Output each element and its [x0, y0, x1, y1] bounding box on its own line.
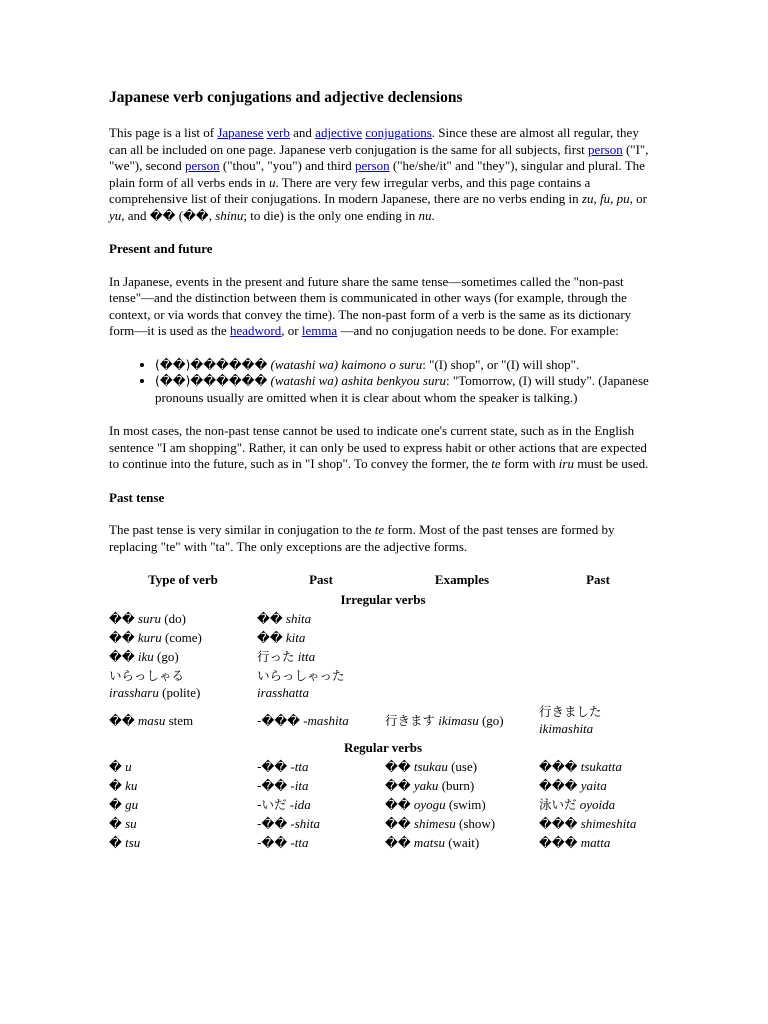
link-person-third[interactable]: person [354, 158, 390, 173]
text: In Japanese, events in the present and future share the same tense—sometimes called the "non-past tense"—and the distinction between them is communicated in other ways (for example, through the context, or via words that convey the time). The non-past form of a verb is the same as its dictionary form—it is used as the [109, 273, 632, 338]
text: shimesu [413, 816, 456, 831]
table-cell [539, 647, 657, 666]
text: pu [616, 191, 630, 206]
text: ikimashita [539, 721, 594, 736]
link-headword[interactable]: headword [229, 323, 282, 338]
table-cell [539, 795, 657, 814]
example-list [109, 357, 657, 407]
link-person-second[interactable]: person [184, 158, 220, 173]
text: . Since these are almost all regular, they can all be included on one page. Japanese verb conjugation is the same for all subjects, first [109, 125, 639, 157]
text: -ita [290, 778, 309, 793]
table-cell [257, 795, 385, 814]
table-cell [257, 609, 385, 628]
text: -tta [290, 759, 309, 774]
text: �� [385, 797, 411, 812]
table-cell [109, 833, 257, 852]
text: matsu [413, 835, 445, 850]
text: ku [125, 778, 138, 793]
text: iku [137, 649, 154, 664]
table-cell [385, 757, 539, 776]
text: shita [285, 611, 312, 626]
text: zu [581, 191, 594, 206]
table-row [109, 647, 657, 666]
table-cell [385, 814, 539, 833]
link-verb[interactable]: verb [266, 125, 290, 140]
present-paragraph-2 [109, 423, 657, 473]
text: shinu [215, 207, 244, 223]
text: ikimasu [438, 712, 479, 728]
table-cell [539, 757, 657, 776]
text: te [491, 456, 501, 471]
text: (��)������ [155, 373, 268, 388]
text: �� [183, 207, 209, 223]
text: �� [385, 778, 411, 793]
link-person-first[interactable]: person [588, 141, 623, 157]
table-cell [539, 666, 657, 702]
text: stem [165, 712, 194, 728]
text: form with [500, 456, 559, 471]
text: yaita [580, 778, 607, 793]
table-row [109, 833, 657, 852]
table-cell [257, 702, 385, 738]
text: �� [149, 207, 176, 223]
table-cell [257, 814, 385, 833]
text: ��� [539, 778, 578, 793]
table-cell [257, 628, 385, 647]
text: ("I", "we"), second [109, 141, 649, 173]
text: , [208, 207, 216, 223]
text: te [374, 522, 385, 537]
table-cell [109, 666, 257, 702]
table-cell [109, 628, 257, 647]
group-row-irregular [109, 590, 657, 609]
text: (watashi wa) ashita benkyou suru [267, 373, 447, 388]
text: irassharu [109, 685, 159, 700]
text: -tta [290, 835, 309, 850]
table-cell [257, 666, 385, 702]
text: 行った [257, 649, 295, 664]
text: : "(I) shop", or "(I) will shop". [422, 356, 580, 372]
text: , and [121, 207, 150, 223]
table-header-row [109, 570, 657, 590]
table-cell [257, 757, 385, 776]
text: -�� [257, 759, 288, 774]
text: (watashi wa) kaimono o suru [267, 356, 423, 372]
text: -ida [289, 797, 311, 812]
text: � [109, 778, 122, 793]
text: (use) [447, 759, 478, 774]
text: tsu [125, 835, 141, 850]
text: gu [125, 797, 139, 812]
text: �� [385, 835, 411, 850]
table-cell [257, 647, 385, 666]
text: (burn) [438, 778, 475, 793]
table-cell [109, 647, 257, 666]
text: (show) [455, 816, 496, 831]
page-title: Japanese verb conjugations and adjective declensions [109, 89, 463, 106]
text: � [109, 797, 122, 812]
text: ��� [539, 816, 578, 831]
text: � [109, 835, 122, 850]
text: �� [257, 630, 283, 645]
text: � [109, 816, 122, 831]
text: (go) [153, 649, 179, 664]
column-header: Past [586, 572, 610, 587]
text: tsukatta [580, 759, 622, 774]
text: , or [629, 191, 647, 206]
table-row [109, 795, 657, 814]
text: must be used. [573, 456, 649, 471]
text: いらっしゃる [109, 668, 185, 683]
text: -shita [290, 816, 321, 831]
table-cell [385, 833, 539, 852]
table-row [109, 666, 657, 702]
table-cell [385, 666, 539, 702]
table-cell [539, 833, 657, 852]
text: 行きました [539, 704, 602, 719]
text: —and no conjugation needs to be done. For example: [337, 323, 619, 338]
text: (go) [478, 712, 504, 728]
text: shimeshita [580, 816, 637, 831]
table-row [109, 814, 657, 833]
group-row-regular [109, 738, 657, 757]
text: -��� [257, 712, 300, 728]
text: (come) [161, 630, 202, 645]
table-cell [385, 776, 539, 795]
text: oyoida [579, 797, 616, 812]
table-cell [257, 833, 385, 852]
link-lemma[interactable]: lemma [301, 323, 338, 338]
text: (do) [161, 611, 186, 626]
text: �� [385, 816, 411, 831]
text: (polite) [158, 685, 201, 700]
text: �� [257, 611, 283, 626]
text: , [593, 191, 600, 206]
text: . There are very few irregular verbs, and this page contains a comprehensive list of their conjugations. In modern Japanese, there are no verbs ending in [109, 174, 591, 206]
text: irasshatta [257, 685, 310, 700]
table-cell [109, 609, 257, 628]
heading-present-future: Present and future [109, 241, 213, 256]
link-conjugations[interactable]: conjugations [365, 125, 432, 140]
text: kita [285, 630, 306, 645]
past-tense-table [109, 570, 657, 852]
text: ��� [539, 759, 578, 774]
text: -mashita [303, 712, 349, 728]
text: ("he/she/it" and "they"), singular and plural. The plain form of all verbs ends in [109, 158, 645, 190]
text: kuru [137, 630, 162, 645]
text: ; to die) is the only one ending in [243, 207, 419, 223]
text: form. Most of the past tenses are formed by replacing "te" with "ta". The only exceptions are the adjective forms. [109, 522, 615, 554]
column-header: Examples [434, 572, 490, 587]
text: fu [599, 191, 611, 206]
table-cell [109, 776, 257, 795]
table-cell [539, 776, 657, 795]
present-paragraph-1 [109, 274, 657, 340]
text: -�� [257, 778, 288, 793]
text: ( [175, 207, 184, 223]
text: yu [109, 207, 122, 223]
table-row [109, 757, 657, 776]
text: -いだ [257, 797, 287, 812]
text: yaku [413, 778, 439, 793]
text: nu [418, 207, 432, 223]
article-body [109, 88, 657, 852]
table-row [109, 628, 657, 647]
intro-paragraph [109, 125, 657, 224]
link-japanese[interactable]: Japanese [217, 125, 264, 140]
text: tsukau [413, 759, 448, 774]
list-item [155, 357, 657, 374]
text: iru [558, 456, 574, 471]
text: matta [580, 835, 611, 850]
table-cell [539, 628, 657, 647]
text: -�� [257, 816, 288, 831]
text: �� [109, 630, 135, 645]
text: , or [281, 323, 302, 338]
group-label: Regular verbs [343, 740, 423, 755]
text: u [125, 759, 132, 774]
column-header: Type of verb [148, 572, 218, 587]
text: 行きます [385, 712, 436, 728]
table-cell [385, 609, 539, 628]
group-label: Irregular verbs [340, 592, 426, 607]
table-cell [385, 647, 539, 666]
table-row [109, 776, 657, 795]
text: suru [137, 611, 162, 626]
text: u [268, 174, 276, 190]
text: � [109, 759, 122, 774]
text: : "Tomorrow, (I) will study". (Japanese pronouns usually are omitted when it is clear about whom the speaker is talking.) [155, 373, 649, 405]
column-header: Past [309, 572, 333, 587]
text: su [125, 816, 137, 831]
text: ��� [539, 835, 578, 850]
text: �� [109, 611, 135, 626]
text: and [289, 125, 316, 140]
text: �� [109, 649, 135, 664]
table-row [109, 702, 657, 738]
table-cell [539, 609, 657, 628]
text: �� [109, 712, 135, 728]
table-cell [539, 814, 657, 833]
past-paragraph [109, 522, 657, 555]
table-cell [385, 628, 539, 647]
text: �� [385, 759, 411, 774]
text: (��)������ [155, 356, 268, 372]
table-row [109, 609, 657, 628]
text: . [431, 207, 435, 223]
text: , [610, 191, 617, 206]
table-cell [539, 702, 657, 738]
table-cell [385, 702, 539, 738]
text: 泳いだ [539, 797, 577, 812]
text: The past tense is very similar in conjugation to the [109, 522, 375, 537]
table-cell [109, 795, 257, 814]
table-cell [257, 776, 385, 795]
table-cell [109, 757, 257, 776]
table-cell [385, 795, 539, 814]
text: masu [137, 712, 166, 728]
table-cell [109, 814, 257, 833]
table-cell [109, 702, 257, 738]
text: いらっしゃった [257, 668, 345, 683]
text: (wait) [444, 835, 480, 850]
text: oyogu [413, 797, 446, 812]
text: (swim) [445, 797, 486, 812]
text: This page is a list of [109, 125, 218, 140]
heading-past-tense: Past tense [109, 489, 165, 505]
text: -�� [257, 835, 288, 850]
text: ("thou", "you") and third [219, 158, 355, 173]
text: In most cases, the non-past tense cannot be used to indicate one's current state, such as in the English sentence "I am shopping". Rather, it can only be used to express habit or other actions that are expected to continue into the future, such as in "I shop". To convey the former, the [109, 423, 647, 471]
text: itta [297, 649, 316, 664]
list-item [155, 373, 657, 406]
link-adjective[interactable]: adjective [315, 125, 363, 140]
